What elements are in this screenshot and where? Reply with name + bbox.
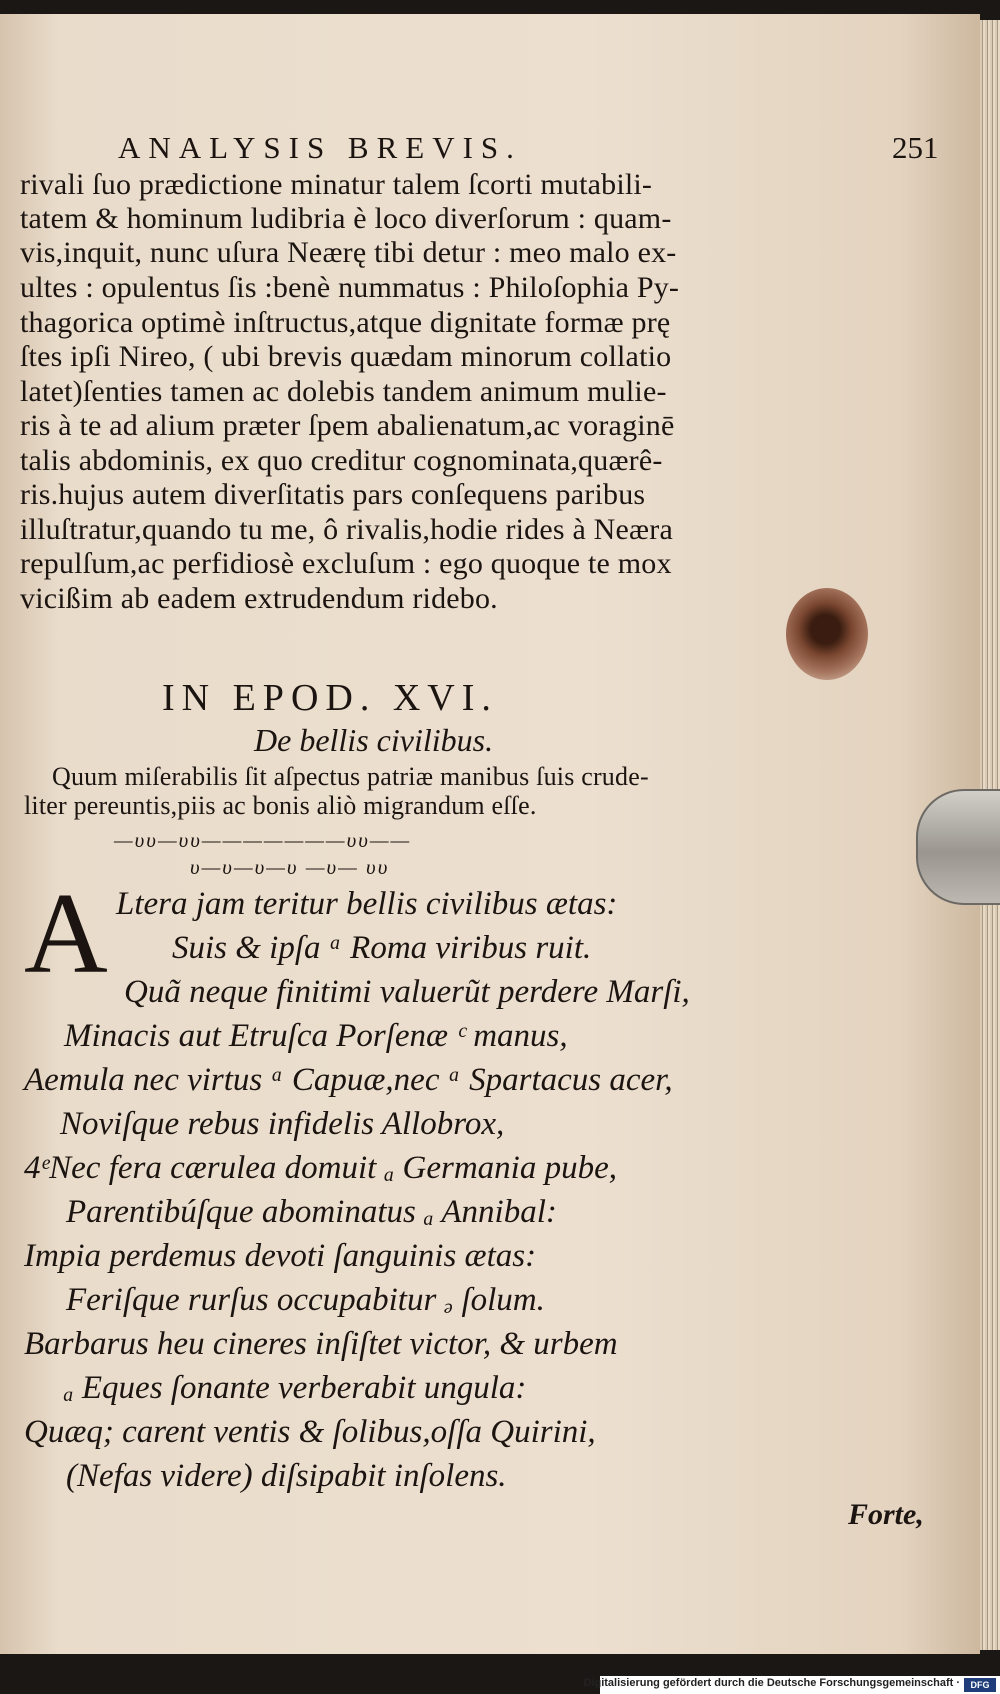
argument-line: Quum miſerabilis ſit aſpectus patriæ manibus ſuis crude-: [52, 762, 649, 791]
prose-line: repulſum,ac perfidiosè excluſum : ego quoque te mox: [20, 547, 672, 580]
meter-scheme: —υυ—υυ———————υυ——: [114, 828, 412, 852]
prose-line: illuſtratur,quando tu me, ô rivalis,hodie rides à Neæra: [20, 513, 673, 546]
verse-line: Quæq; carent ventis & ſolibus,oſſa Quirini,: [24, 1414, 596, 1450]
prose-line: tatem & hominum ludibria è loco diverſorum : quam-: [20, 202, 672, 235]
catchword: Forte,: [848, 1498, 924, 1531]
argument-line: liter pereuntis,piis ac bonis aliò migrandum eſſe.: [24, 791, 537, 820]
verse-line: Parentibúſque abominatus ₐ Annibal:: [66, 1194, 557, 1230]
dfg-logo-icon: DFG: [964, 1678, 996, 1692]
verse-line: Aemula nec virtus ᵃ Capuæ,nec ᵃ Spartacus acer,: [24, 1062, 673, 1098]
verse-line: Barbarus heu cineres inſiſtet victor, & urbem: [24, 1326, 618, 1362]
prose-line: rivali ſuo prædictione minatur talem ſcorti mutabili-: [20, 168, 653, 201]
verse-line: Suis & ipſa ᵃ Roma viribus ruit.: [172, 930, 592, 966]
section-title: IN EPOD. XVI.: [162, 677, 498, 719]
verse-line: Noviſque rebus infidelis Allobrox,: [60, 1106, 505, 1142]
digitization-footer: [583, 1676, 1000, 1694]
verse-line: 4ᵉNec fera cærulea domuit ₐ Germania pube,: [24, 1150, 617, 1186]
verse-line: Ltera jam teritur bellis civilibus ætas:: [116, 886, 618, 922]
verse-line: ₐ Eques ſonante verberabit ungula:: [64, 1370, 527, 1406]
funding-credit: Digitalisierung gefördert durch die Deutsche Forschungsgemeinschaft ·: [583, 1677, 960, 1689]
verse-line: Quã neque finitimi valuerũt perdere Marſi,: [124, 974, 690, 1010]
prose-line: ris à te ad alium præter ſpem abalienatum,ac voraginē: [20, 409, 675, 442]
section-subtitle: De bellis civilibus.: [254, 722, 494, 758]
prose-line: vis,inquit, nunc uſura Neærę tibi detur : meo malo ex-: [20, 236, 677, 269]
verse-line: Feriſque rurſus occupabitur ₔ ſolum.: [66, 1282, 545, 1318]
verse-line: Minacis aut Etruſca Porſenæ ᶜ manus,: [64, 1018, 568, 1054]
prose-line: ſtes ipſi Nireo, ( ubi brevis quædam minorum collatio: [20, 340, 672, 373]
prose-line: talis abdominis, ex quo creditur cognominata,quærê-: [20, 444, 663, 477]
prose-line: vicißim ab eadem extrudendum ridebo.: [20, 582, 498, 615]
page-number: 251: [892, 130, 939, 165]
running-head: ANALYSIS BREVIS.: [118, 130, 522, 165]
prose-line: thagorica optimè inſtructus,atque dignitate formæ prę: [20, 306, 671, 339]
prose-line: ultes : opulentus ſis :benè nummatus : Philoſophia Py-: [20, 271, 680, 304]
drop-cap: A: [24, 870, 108, 998]
prose-line: latet)ſenties tamen ac dolebis tandem animum mulie-: [20, 375, 667, 408]
meter-scheme: υ—υ—υ—υ —υ— υυ: [190, 855, 390, 879]
verse-line: Impia perdemus devoti ſanguinis ætas:: [24, 1238, 537, 1274]
verse-line: (Nefas videre) diſsipabit inſolens.: [66, 1458, 507, 1494]
prose-line: ris.hujus autem diverſitatis pars conſequens paribus: [20, 478, 646, 511]
